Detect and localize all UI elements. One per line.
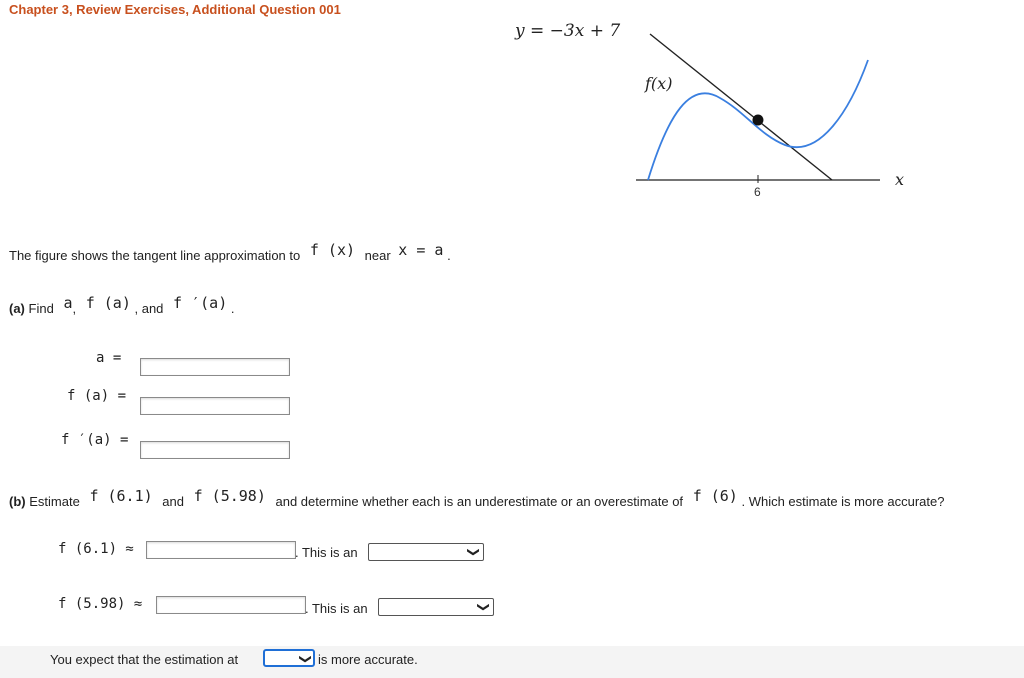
expect-prefix: You expect that the estimation at (50, 652, 239, 667)
f598-estimate-select[interactable] (378, 598, 494, 616)
part-a-and: , and (134, 301, 164, 316)
part-a-a: a (63, 294, 73, 312)
part-b-f598: f (5.98) (193, 487, 266, 505)
tangent-line (650, 34, 832, 180)
part-b-f61: f (6.1) (89, 487, 153, 505)
part-b-text1: and determine whether each is an underestimate or an overestimate of (275, 494, 684, 509)
part-a-label: (a) (9, 301, 25, 316)
tangent-label: y = −3x + 7 (515, 21, 621, 41)
chevron-down-icon: ❯ (476, 601, 491, 613)
part-b-text2: . Which estimate is more accurate? (741, 494, 945, 509)
intro-fx: f (x) (309, 241, 356, 259)
a-input[interactable] (140, 358, 290, 376)
page-title: Chapter 3, Review Exercises, Additional Question 001 (9, 2, 341, 17)
chevron-down-icon: ❯ (466, 546, 481, 558)
intro-sentence (9, 241, 451, 264)
part-b-prompt (9, 487, 945, 510)
tick-label-6: 6 (754, 185, 761, 199)
intro-near: near (364, 248, 391, 263)
part-a-fa: f (a) (85, 294, 131, 312)
f61-row-label: f (6.1) ≈ (58, 541, 134, 557)
part-a-prompt (9, 294, 235, 317)
x-axis-label: x (895, 170, 905, 189)
part-b-estimate: Estimate (29, 494, 80, 509)
part-a-period: . (230, 301, 235, 316)
part-a-comma: , (72, 301, 77, 316)
fa-input[interactable] (140, 397, 290, 415)
part-b-and: and (162, 494, 184, 509)
tangent-figure (0, 0, 1024, 210)
chevron-down-icon: ❯ (298, 653, 313, 665)
curve-label: f(x) (645, 74, 673, 93)
intro-period: . (447, 248, 451, 263)
tangent-point (753, 115, 764, 126)
intro-text: The figure shows the tangent line approximation to (9, 248, 301, 263)
f598-input[interactable] (156, 596, 306, 614)
f61-this-is-an: . This is an (295, 545, 358, 560)
part-b-f6: f (6) (692, 487, 738, 505)
part-b-label: (b) (9, 494, 26, 509)
a-row-label: a = (96, 350, 122, 366)
intro-xa: x = a (398, 241, 444, 259)
fa-row-label: f (a) = (67, 388, 127, 404)
accuracy-select[interactable] (263, 649, 315, 667)
part-a-fpa: f ′(a) (173, 294, 228, 312)
fpa-row-label: f ′(a) = (61, 432, 129, 448)
fpa-input[interactable] (140, 441, 290, 459)
part-a-find: Find (28, 301, 54, 316)
f61-input[interactable] (146, 541, 296, 559)
expect-suffix: is more accurate. (318, 652, 418, 667)
f61-estimate-select[interactable] (368, 543, 484, 561)
f598-row-label: f (5.98) ≈ (58, 596, 143, 612)
f598-this-is-an: . This is an (305, 601, 368, 616)
